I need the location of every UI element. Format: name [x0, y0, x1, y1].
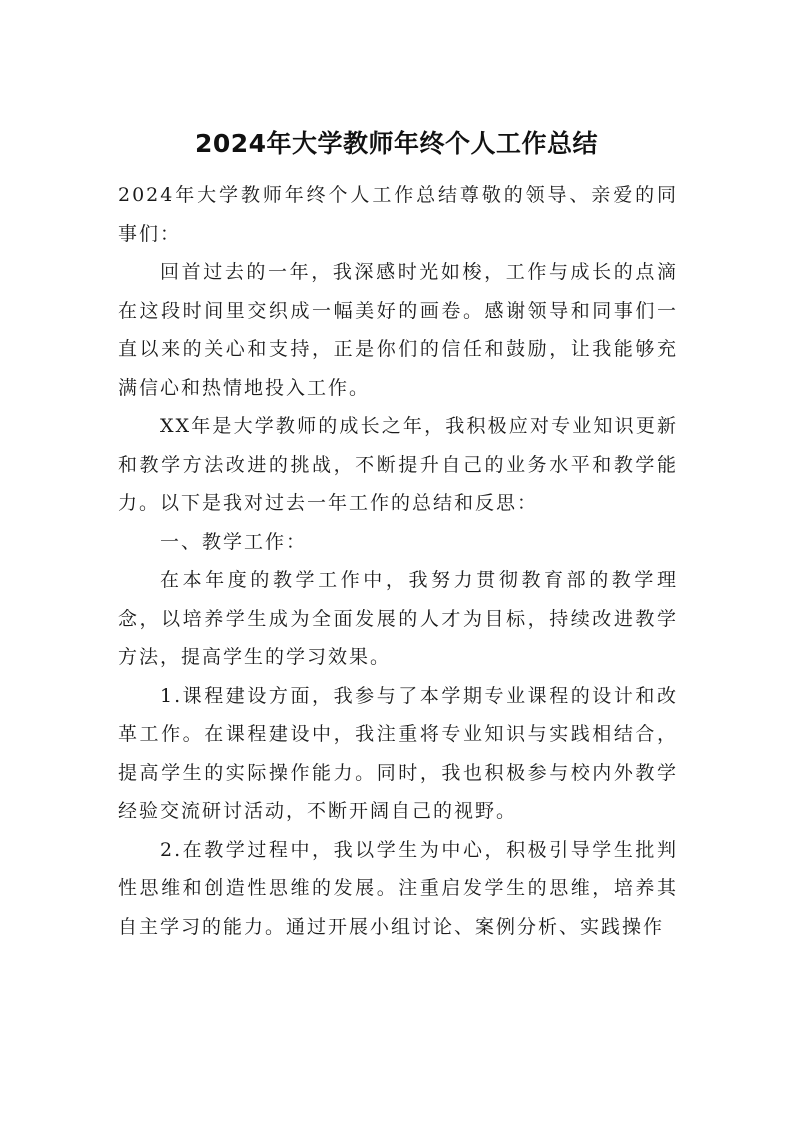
- paragraph-growth: XX年是大学教师的成长之年，我积极应对专业知识更新和教学方法改进的挑战，不断提升自己的业务水平和教学能力。以下是我对过去一年工作的总结和反思：: [118, 415, 678, 514]
- paragraph-course-building: 1.课程建设方面，我参与了本学期专业课程的设计和改革工作。在课程建设中，我注重将专业知识与实践相结合，提高学生的实际操作能力。同时，我也积极参与校内外教学经验交流研讨活动，不断开阔自己的视野。: [118, 684, 678, 822]
- paragraph-greeting: 2024年大学教师年终个人工作总结尊敬的领导、亲爱的同事们：: [118, 184, 678, 245]
- section-heading-teaching: 一、教学工作：: [160, 530, 308, 553]
- document-title: 2024年大学教师年终个人工作总结: [194, 129, 599, 158]
- paragraph-teaching-intro: 在本年度的教学工作中，我努力贯彻教育部的教学理念，以培养学生成为全面发展的人才为目标，持续改进教学方法，提高学生的学习效果。: [118, 569, 678, 668]
- document-body: [118, 176, 678, 946]
- paragraph-teaching-process: 2.在教学过程中，我以学生为中心，积极引导学生批判性思维和创造性思维的发展。注重启发学生的思维，培养其自主学习的能力。通过开展小组讨论、案例分析、实践操作: [118, 838, 678, 938]
- paragraph-reflection: 回首过去的一年，我深感时光如梭，工作与成长的点滴在这段时间里交织成一幅美好的画卷。感谢领导和同事们一直以来的关心和支持，正是你们的信任和鼓励，让我能够充满信心和热情地投入工作。: [118, 261, 678, 399]
